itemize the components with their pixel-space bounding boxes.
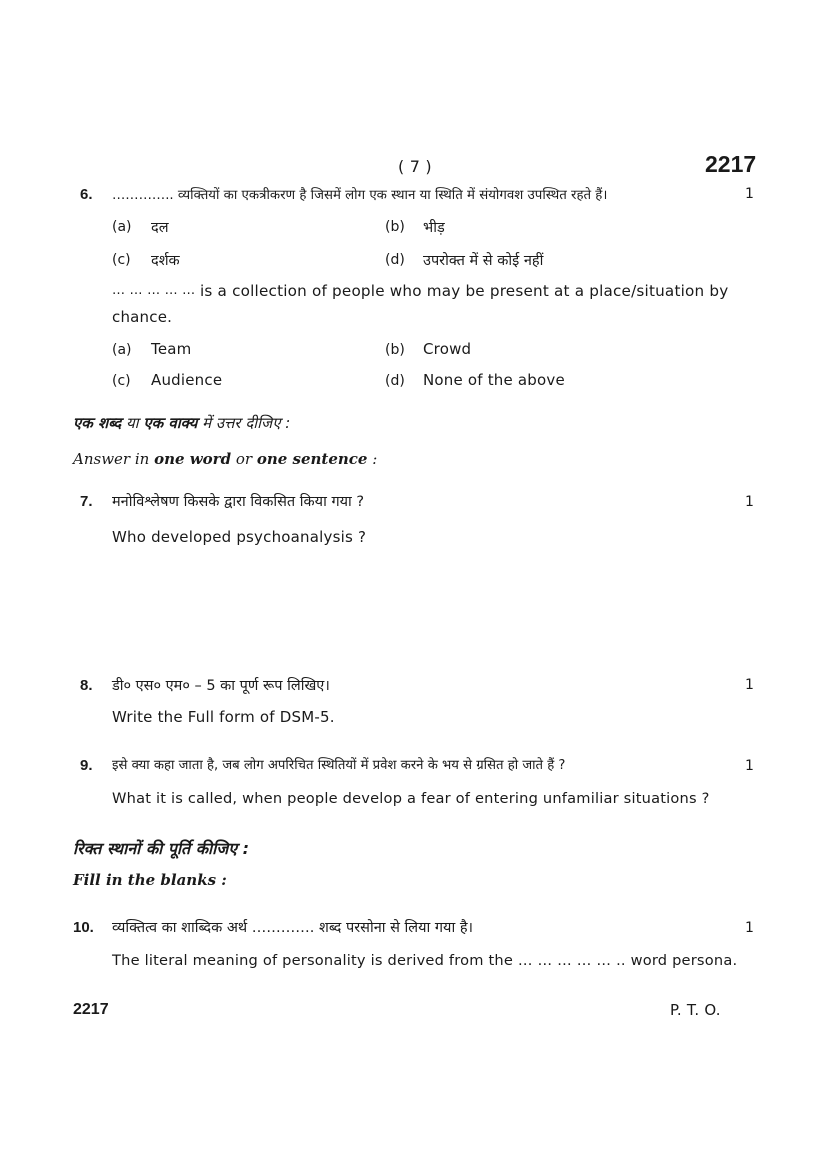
question-text-english-cont: chance. bbox=[112, 308, 173, 326]
paper-code-header: 2217 bbox=[705, 151, 757, 177]
blank: … … … … … bbox=[112, 283, 196, 298]
question-text-hindi: व्यक्तित्व का शाब्दिक अर्थ …………. शब्द परसोना से लिया गया है। bbox=[112, 920, 474, 936]
page-turn-indicator: P. T. O. bbox=[670, 1001, 721, 1019]
section-heading-english: Fill in the blanks : bbox=[73, 871, 227, 889]
option-key: (b) bbox=[385, 219, 405, 235]
marks: 1 bbox=[745, 677, 754, 693]
question-text-hindi: डी० एस० एम० – 5 का पूर्ण रूप लिखिए। bbox=[112, 678, 330, 694]
marks: 1 bbox=[745, 494, 754, 510]
marks: 1 bbox=[745, 920, 754, 936]
option-key: (c) bbox=[112, 252, 131, 268]
option-key: (c) bbox=[112, 373, 131, 389]
emphasis: एक शब्द bbox=[73, 414, 122, 432]
question-text-english: Who developed psychoanalysis ? bbox=[112, 528, 367, 546]
text: या bbox=[121, 414, 144, 432]
text: or bbox=[231, 450, 257, 468]
option-text-hindi: उपरोक्त में से कोई नहीं bbox=[423, 253, 544, 269]
text: Answer in bbox=[73, 450, 155, 468]
question-number: 10. bbox=[73, 919, 94, 936]
question-text-english: is a collection of people who may be present at a place/situation by bbox=[200, 282, 729, 300]
question-text-english: Write the Full form of DSM-5. bbox=[112, 708, 335, 726]
text: : bbox=[367, 450, 378, 468]
question-number: 7. bbox=[80, 493, 93, 510]
emphasis: one word bbox=[154, 450, 232, 468]
question-text-hindi: इसे क्या कहा जाता है, जब लोग अपरिचित स्थितियों में प्रवेश करने के भय से ग्रसित हो जाते हैं ? bbox=[112, 758, 566, 773]
option-text-english: None of the above bbox=[423, 371, 565, 389]
section-heading-hindi: रिक्त स्थानों की पूर्ति कीजिए : bbox=[73, 839, 250, 858]
question-text-english: What it is called, when people develop a fear of entering unfamiliar situations ? bbox=[112, 790, 710, 807]
option-text-hindi: दल bbox=[151, 220, 169, 236]
marks: 1 bbox=[745, 186, 754, 202]
option-text-english: Audience bbox=[151, 371, 223, 389]
section-heading-hindi bbox=[73, 413, 290, 433]
question-text-hindi: ………….. व्यक्तियों का एकत्रीकरण है जिसमें लोग एक स्थान या स्थिति में संयोगवश उपस्थित रहते हैं। bbox=[112, 188, 608, 203]
question-number: 6. bbox=[80, 186, 93, 203]
page-number: ( 7 ) bbox=[398, 157, 432, 176]
paper-code-footer: 2217 bbox=[73, 1001, 109, 1018]
option-key: (d) bbox=[385, 252, 405, 268]
question-number: 9. bbox=[80, 757, 93, 774]
option-key: (d) bbox=[385, 373, 405, 389]
option-key: (b) bbox=[385, 342, 405, 358]
emphasis: एक वाक्य bbox=[143, 414, 198, 432]
option-text-hindi: दर्शक bbox=[151, 253, 180, 269]
marks: 1 bbox=[745, 758, 754, 774]
option-text-english: Team bbox=[151, 340, 192, 358]
question-text-hindi: मनोविश्लेषण किसके द्वारा विकसित किया गया ? bbox=[112, 494, 365, 510]
section-heading-english bbox=[73, 450, 377, 468]
question-number: 8. bbox=[80, 677, 93, 694]
option-text-english: Crowd bbox=[423, 340, 472, 358]
option-text-hindi: भीड़ bbox=[423, 220, 445, 236]
option-key: (a) bbox=[112, 219, 132, 235]
option-key: (a) bbox=[112, 342, 132, 358]
emphasis: one sentence bbox=[256, 450, 368, 468]
text: में उत्तर दीजिए : bbox=[197, 414, 291, 432]
question-text-english: The literal meaning of personality is derived from the … … … … … .. word persona. bbox=[112, 952, 738, 969]
